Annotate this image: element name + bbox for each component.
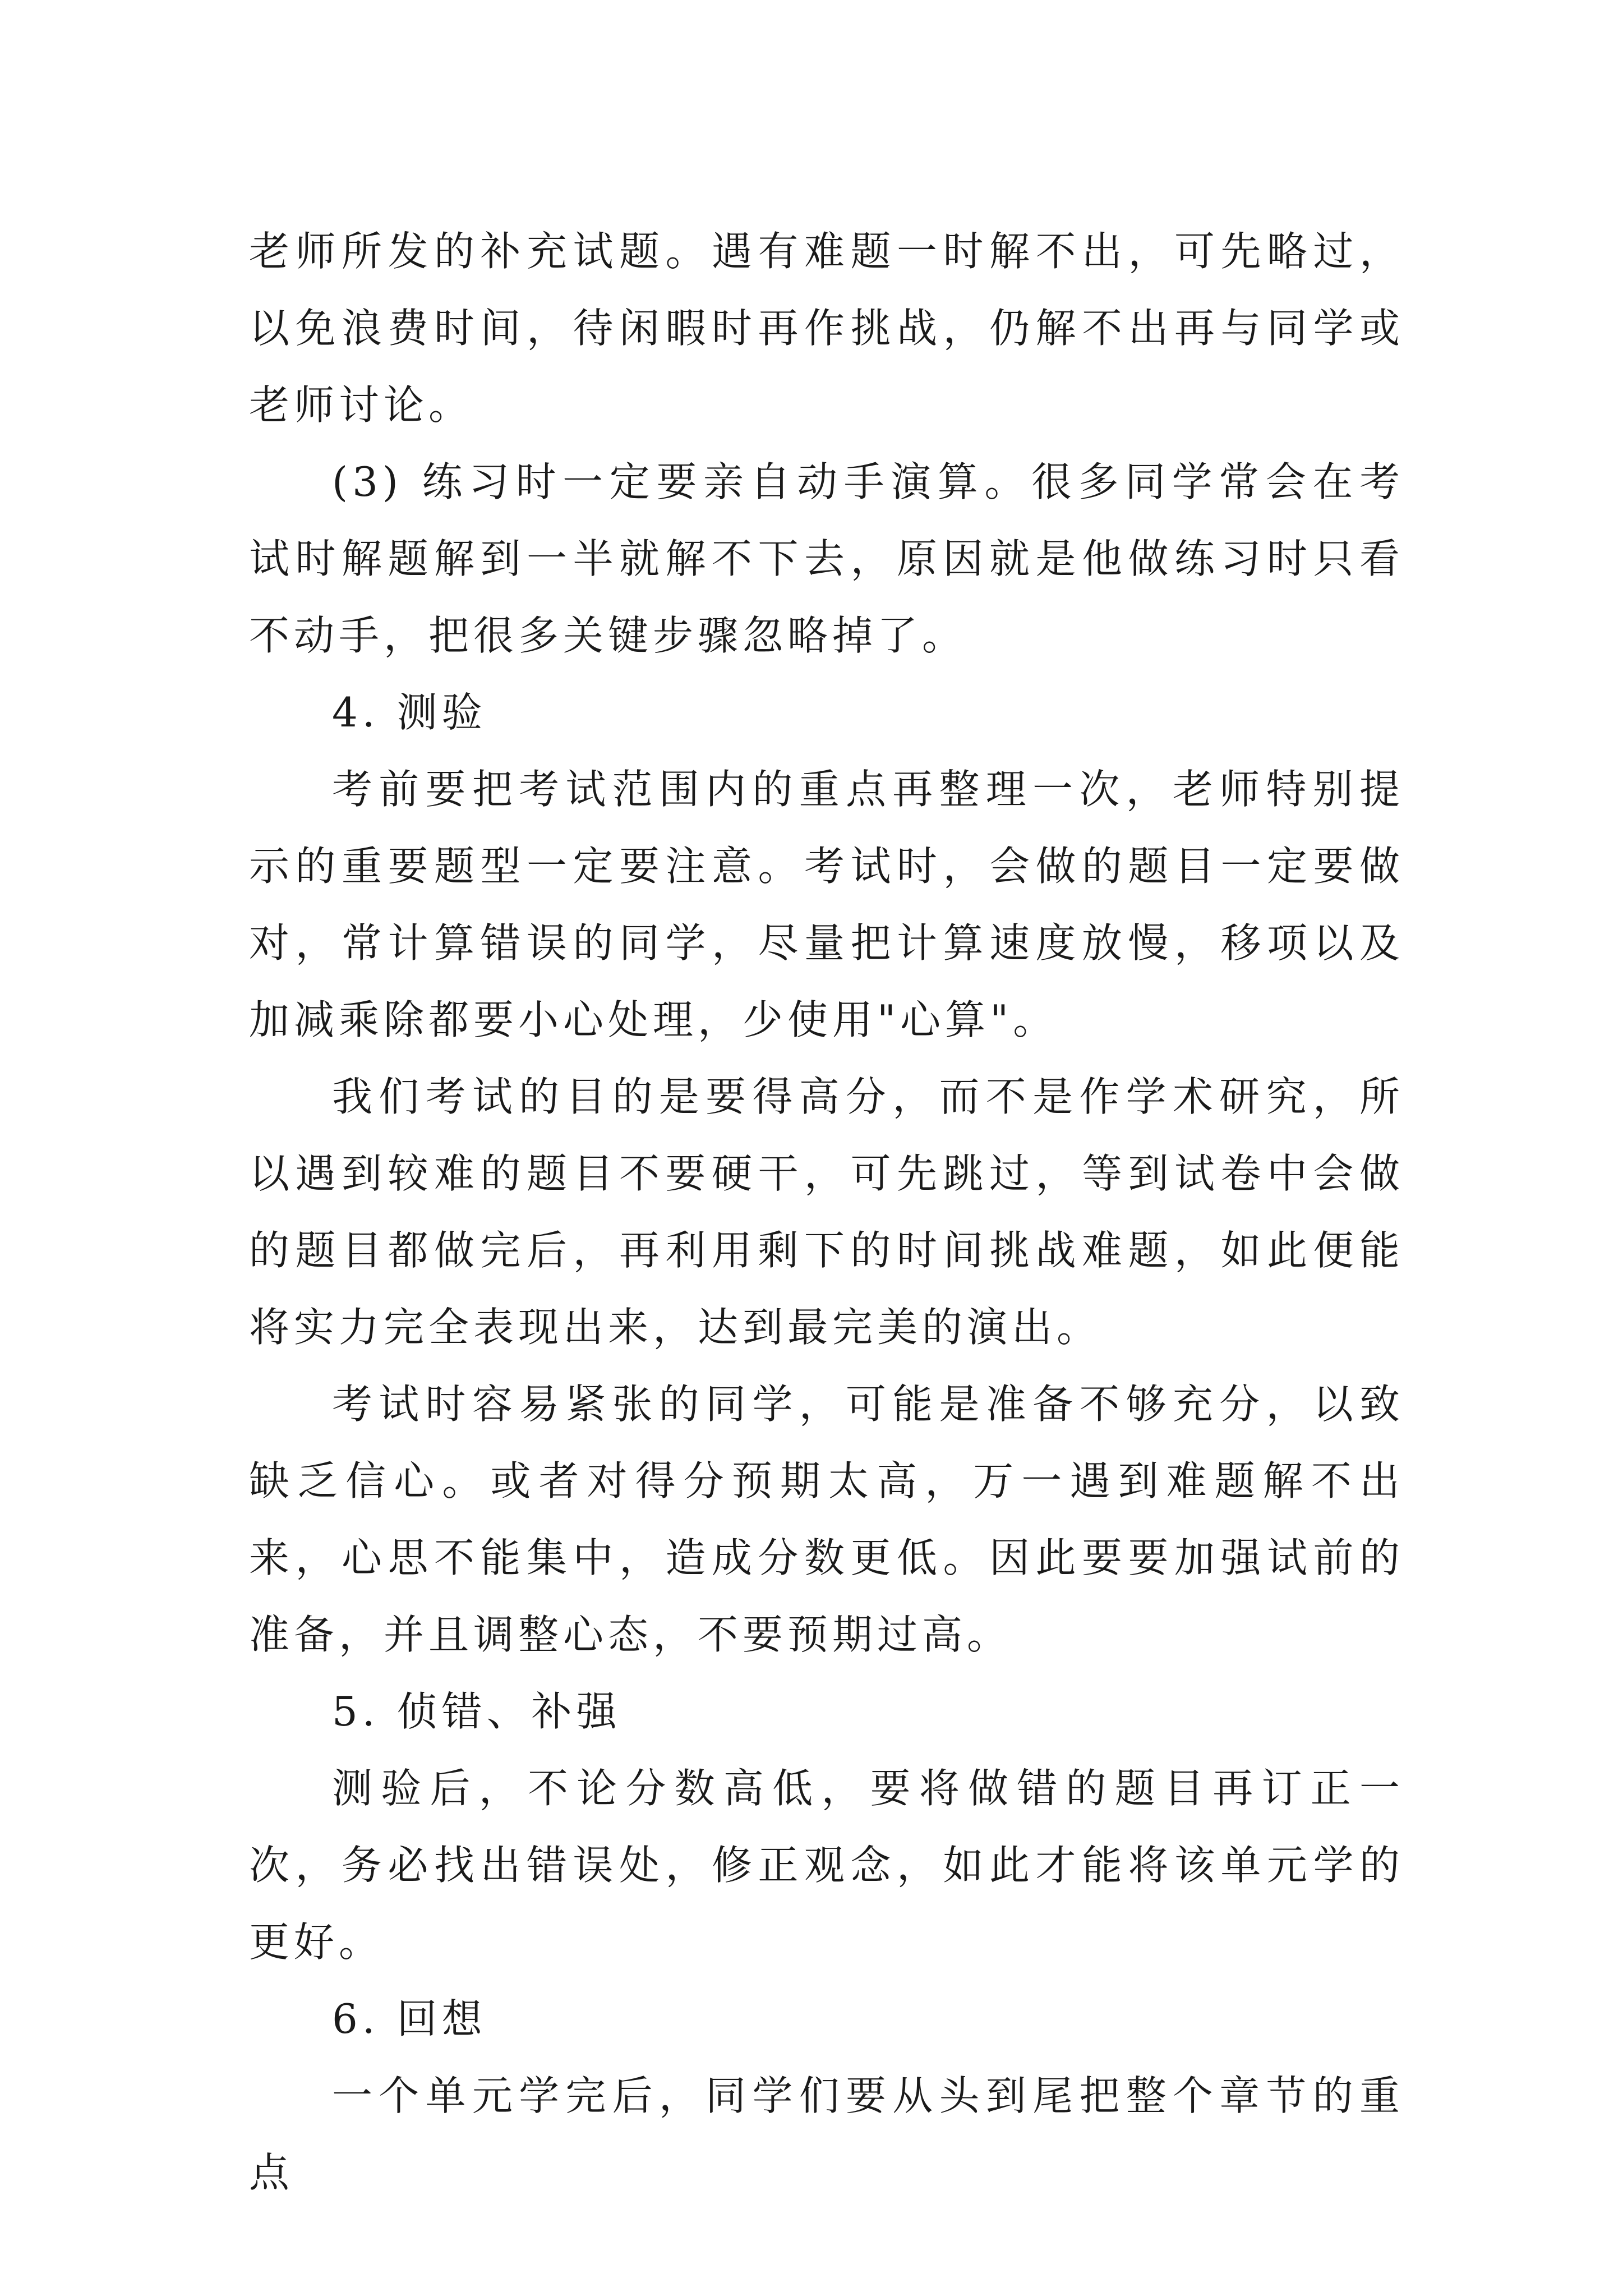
paragraph-recall: 一个单元学完后，同学们要从头到尾把整个章节的重点 bbox=[249, 2072, 1404, 2196]
paragraph-continued: 老师所发的补充试题。遇有难题一时解不出，可先略过，以免浪费时间，待闲暇时再作挑战，仍解不出再与同学或老师讨论。 bbox=[249, 228, 1404, 429]
document-body bbox=[249, 213, 1404, 2211]
paragraph-before-test: 考前要把考试范围内的重点再整理一次，老师特别提示的重要题型一定要注意。考试时，会做的题目一定要做对，常计算错误的同学，尽量把计算速度放慢，移项以及加减乘除都要小心处理，少使用"心算"。 bbox=[249, 766, 1404, 1043]
heading-test: 4. 测验 bbox=[332, 689, 487, 736]
heading-recall: 6. 回想 bbox=[332, 1995, 487, 2042]
paragraph-practice-3: (3) 练习时一定要亲自动手演算。很多同学常会在考试时解题解到一半就解不下去，原因就是他做练习时只看不动手，把很多关键步骤忽略掉了。 bbox=[249, 458, 1404, 659]
paragraph-after-test: 测验后，不论分数高低，要将做错的题目再订正一次，务必找出错误处，修正观念，如此才能将该单元学的更好。 bbox=[249, 1765, 1404, 1966]
paragraph-test-nerves: 考试时容易紧张的同学，可能是准备不够充分，以致缺乏信心。或者对得分预期太高，万一遇到难题解不出来，心思不能集中，造成分数更低。因此要要加强试前的准备，并且调整心态，不要预期过高。 bbox=[249, 1381, 1404, 1658]
paragraph-test-goal: 我们考试的目的是要得高分，而不是作学术研究，所以遇到较难的题目不要硬干，可先跳过，等到试卷中会做的题目都做完后，再利用剩下的时间挑战难题，如此便能将实力完全表现出来，达到最完美的演出。 bbox=[249, 1073, 1404, 1351]
heading-error-fix: 5. 侦错、补强 bbox=[332, 1688, 621, 1735]
